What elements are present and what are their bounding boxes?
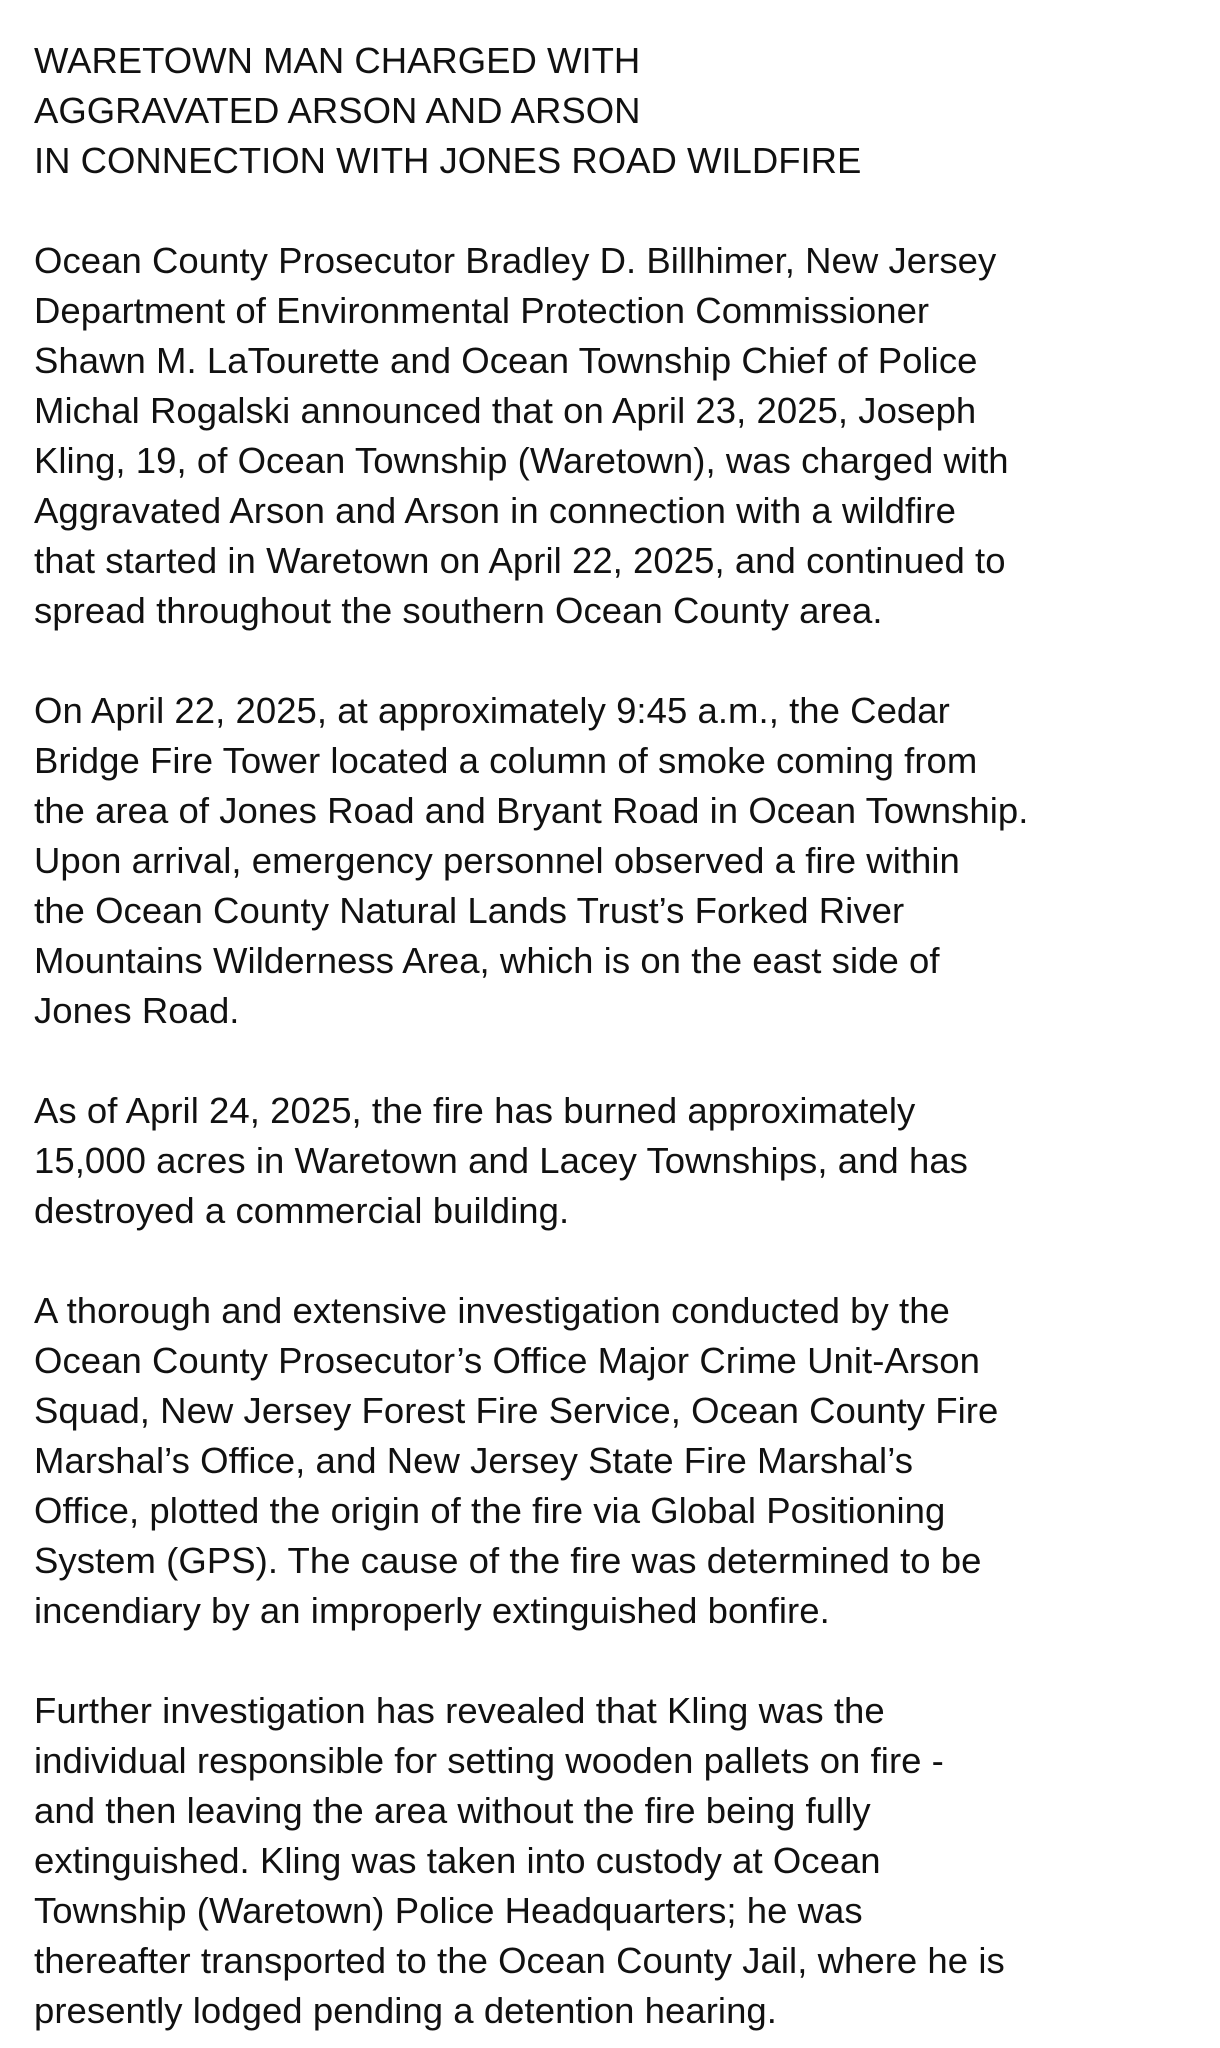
paragraph-line: thereafter transported to the Ocean County Jail, where he is bbox=[34, 1940, 1005, 1981]
paragraph-line: spread throughout the southern Ocean County area. bbox=[34, 590, 883, 631]
paragraph-custody bbox=[34, 1686, 1194, 2036]
paragraph-line: 15,000 acres in Waretown and Lacey Townships, and has bbox=[34, 1140, 968, 1181]
paragraph-line: individual responsible for setting wooden pallets on fire - bbox=[34, 1740, 944, 1781]
paragraph-line: Township (Waretown) Police Headquarters; he was bbox=[34, 1890, 863, 1931]
paragraph-line: Kling, 19, of Ocean Township (Waretown), was charged with bbox=[34, 440, 1009, 481]
title-line: AGGRAVATED ARSON AND ARSON bbox=[34, 90, 641, 131]
paragraph-line: incendiary by an improperly extinguished bonfire. bbox=[34, 1590, 830, 1631]
paragraph-gap bbox=[34, 1236, 1194, 1286]
title-line: WARETOWN MAN CHARGED WITH bbox=[34, 40, 641, 81]
paragraph-line: the Ocean County Natural Lands Trust’s Forked River bbox=[34, 890, 905, 931]
paragraph-line: Upon arrival, emergency personnel observed a fire within bbox=[34, 840, 960, 881]
paragraph-announcement bbox=[34, 236, 1194, 636]
paragraph-line: Ocean County Prosecutor’s Office Major Crime Unit-Arson bbox=[34, 1340, 981, 1381]
paragraph-line: destroyed a commercial building. bbox=[34, 1190, 570, 1231]
paragraph-line: extinguished. Kling was taken into custody at Ocean bbox=[34, 1840, 881, 1881]
press-release bbox=[34, 36, 1194, 2036]
paragraph-line: Aggravated Arson and Arson in connection with a wildfire bbox=[34, 490, 956, 531]
paragraph-line: Mountains Wilderness Area, which is on the east side of bbox=[34, 940, 940, 981]
paragraph-line: Squad, New Jersey Forest Fire Service, Ocean County Fire bbox=[34, 1390, 999, 1431]
paragraph-line: A thorough and extensive investigation conducted by the bbox=[34, 1290, 950, 1331]
title-line: IN CONNECTION WITH JONES ROAD WILDFIRE bbox=[34, 140, 862, 181]
paragraph-line: the area of Jones Road and Bryant Road in Ocean Township. bbox=[34, 790, 1029, 831]
paragraph-fire-extent bbox=[34, 1086, 1194, 1236]
paragraph-gap bbox=[34, 186, 1194, 236]
paragraph-line: Further investigation has revealed that Kling was the bbox=[34, 1690, 885, 1731]
paragraph-line: Department of Environmental Protection Commissioner bbox=[34, 290, 930, 331]
paragraph-line: that started in Waretown on April 22, 2025, and continued to bbox=[34, 540, 1006, 581]
paragraph-line: Shawn M. LaTourette and Ocean Township Chief of Police bbox=[34, 340, 978, 381]
paragraph-line: Jones Road. bbox=[34, 990, 240, 1031]
paragraph-line: Office, plotted the origin of the fire via Global Positioning bbox=[34, 1490, 946, 1531]
paragraph-line: Michal Rogalski announced that on April 23, 2025, Joseph bbox=[34, 390, 977, 431]
paragraph-gap bbox=[34, 1636, 1194, 1686]
paragraph-gap bbox=[34, 1036, 1194, 1086]
press-release-title bbox=[34, 36, 1194, 186]
paragraph-line: As of April 24, 2025, the fire has burned approximately bbox=[34, 1090, 916, 1131]
paragraph-line: System (GPS). The cause of the fire was determined to be bbox=[34, 1540, 982, 1581]
paragraph-line: On April 22, 2025, at approximately 9:45 a.m., the Cedar bbox=[34, 690, 950, 731]
paragraph-line: Marshal’s Office, and New Jersey State Fire Marshal’s bbox=[34, 1440, 913, 1481]
paragraph-investigation bbox=[34, 1286, 1194, 1636]
paragraph-line: and then leaving the area without the fire being fully bbox=[34, 1790, 871, 1831]
paragraph-line: Bridge Fire Tower located a column of smoke coming from bbox=[34, 740, 978, 781]
paragraph-line: presently lodged pending a detention hearing. bbox=[34, 1990, 777, 2031]
paragraph-gap bbox=[34, 636, 1194, 686]
paragraph-line: Ocean County Prosecutor Bradley D. Billhimer, New Jersey bbox=[34, 240, 997, 281]
paragraph-fire-discovery bbox=[34, 686, 1194, 1036]
